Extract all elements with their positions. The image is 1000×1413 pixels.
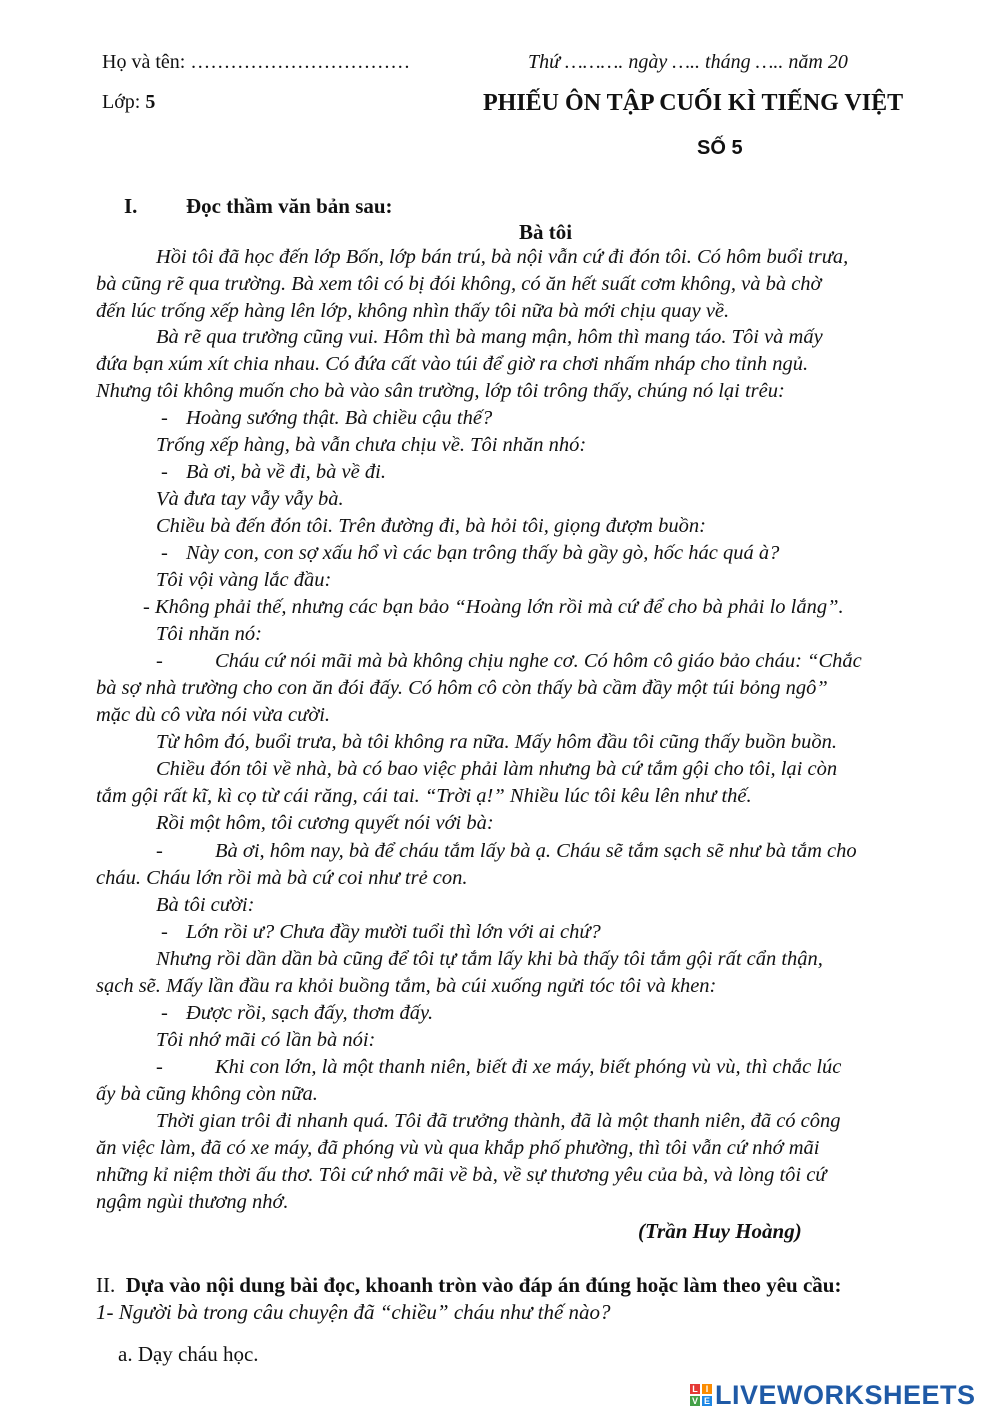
story-line: bà cũng rẽ qua trường. Bà xem tôi có bị đói không, có ăn hết suất cơm không, và bà chờ <box>96 273 822 295</box>
story-line: Hoàng sướng thật. Bà chiều cậu thế? <box>186 407 493 429</box>
date-line: Thứ ………. ngày ….. tháng ….. năm 20 <box>528 51 848 73</box>
liveworksheets-logo-mark <box>690 1384 712 1406</box>
dialogue-dash: - <box>161 542 168 564</box>
story-line: sạch sẽ. Mấy lần đầu ra khỏi buồng tắm, bà cúi xuống ngửi tóc tôi và khen: <box>96 975 717 997</box>
question-1: 1- Người bà trong câu chuyện đã “chiều” cháu như thế nào? <box>96 1300 611 1324</box>
story-line: những kỉ niệm thời ấu thơ. Tôi cứ nhớ mãi về bà, về sự thương yêu của bà, và lòng tôi cứ <box>96 1164 827 1186</box>
story-line: Tôi nhăn nó: <box>156 623 262 645</box>
dialogue-dash: - <box>156 840 163 862</box>
story-line: - Không phải thế, nhưng các bạn bảo “Hoàng lớn rồi mà cứ để cho bà phải lo lắng”. <box>143 596 844 618</box>
section-1-numeral: I. <box>124 194 138 218</box>
section-1-heading: Đọc thầm văn bản sau: <box>186 194 393 218</box>
story-line: đứa bạn xúm xít chia nhau. Có đứa cất vào túi để giờ ra chơi nhấm nháp cho tỉnh ngủ. <box>96 353 809 375</box>
story-line: Rồi một hôm, tôi cương quyết nói với bà: <box>156 812 494 834</box>
story-line: ấy bà cũng không còn nữa. <box>96 1083 318 1105</box>
class-field <box>102 91 155 114</box>
story-line: Từ hôm đó, buổi trưa, bà tôi không ra nữa. Mấy hôm đầu tôi cũng thấy buồn buồn. <box>156 731 837 753</box>
dialogue-dash: - <box>161 921 168 943</box>
story-line: Hồi tôi đã học đến lớp Bốn, lớp bán trú, bà nội vẫn cứ đi đón tôi. Có hôm buổi trưa, <box>156 246 849 268</box>
story-line: Nhưng tôi không muốn cho bà vào sân trường, lớp tôi trông thấy, chúng nó lại trêu: <box>96 380 785 402</box>
story-line: Trống xếp hàng, bà vẫn chưa chịu về. Tôi nhăn nhó: <box>156 434 587 456</box>
story-line: mặc dù cô vừa nói vừa cười. <box>96 704 331 726</box>
story-line: Tôi nhớ mãi có lần bà nói: <box>156 1029 376 1051</box>
story-line: Cháu cứ nói mãi mà bà không chịu nghe cơ. Có hôm cô giáo bảo cháu: “Chắc <box>215 650 862 672</box>
class-value: 5 <box>145 91 156 113</box>
logo-mark-tile: I <box>702 1384 712 1394</box>
dialogue-dash: - <box>156 1056 163 1078</box>
story-line: Lớn rồi ư? Chưa đầy mười tuổi thì lớn với ai chứ? <box>186 921 601 943</box>
story-line: Bà ơi, bà về đi, bà về đi. <box>186 461 386 483</box>
section-2-heading-line <box>96 1273 841 1298</box>
story-line: tắm gội rất kĩ, kì cọ từ cái răng, cái tai. “Trời ạ!” Nhiều lúc tôi kêu lên như thế. <box>96 785 752 807</box>
story-line: Khi con lớn, là một thanh niên, biết đi xe máy, biết phóng vù vù, thì chắc lúc <box>215 1056 842 1078</box>
story-line: Tôi vội vàng lắc đầu: <box>156 569 332 591</box>
story-title: Bà tôi <box>519 220 573 244</box>
dialogue-dash: - <box>161 1002 168 1024</box>
story-author: (Trần Huy Hoàng) <box>638 1219 802 1243</box>
story-line: Và đưa tay vẫy vẫy bà. <box>156 488 344 510</box>
name-field-label: Họ và tên: …………………………… <box>102 51 411 73</box>
story-line: đến lúc trống xếp hàng lên lớp, không nhìn thấy tôi nữa bà mới chịu quay về. <box>96 300 730 322</box>
story-line: Bà tôi cười: <box>156 894 255 916</box>
section-2-numeral: II. <box>96 1273 116 1297</box>
dialogue-dash: - <box>156 650 163 672</box>
liveworksheets-logo <box>690 1378 976 1412</box>
story-line: ăn việc làm, đã có xe máy, đã phóng vù vù qua khắp phố phường, thì tôi vẫn cứ nhớ mãi <box>96 1137 820 1159</box>
story-line: Này con, con sợ xấu hổ vì các bạn trông thấy bà gầy gò, hốc hác quá à? <box>186 542 780 564</box>
story-line: Nhưng rồi dần dần bà cũng để tôi tự tắm lấy khi bà thấy tôi tắm gội rất cẩn thận, <box>156 948 823 970</box>
worksheet-number: SỐ 5 <box>697 137 743 159</box>
story-line: bà sợ nhà trường cho con ăn đói đấy. Có hôm cô còn thấy bà cầm đầy một túi bỏng ngô” <box>96 677 828 699</box>
story-line: Thời gian trôi đi nhanh quá. Tôi đã trưởng thành, đã là một thanh niên, đã có công <box>156 1110 841 1132</box>
logo-mark-tile: E <box>703 1396 710 1406</box>
logo-mark-tile: V <box>691 1396 698 1406</box>
class-label: Lớp: <box>102 91 146 113</box>
logo-mark-tile: L <box>690 1384 700 1394</box>
story-line: cháu. Cháu lớn rồi mà bà cứ coi như trẻ con. <box>96 867 468 889</box>
story-line: Chiều bà đến đón tôi. Trên đường đi, bà hỏi tôi, giọng đượm buồn: <box>156 515 706 537</box>
story-line: Bà ơi, hôm nay, bà để cháu tắm lấy bà ạ. Cháu sẽ tắm sạch sẽ như bà tắm cho <box>215 840 857 862</box>
question-1-option-a[interactable]: a. Dạy cháu học. <box>118 1342 259 1366</box>
story-line: Chiều đón tôi về nhà, bà có bao việc phải làm nhưng bà cứ tắm gội cho tôi, lại còn <box>156 758 838 780</box>
section-2-heading: Dựa vào nội dung bài đọc, khoanh tròn vào đáp án đúng hoặc làm theo yêu cầu: <box>125 1273 842 1297</box>
story-line: Bà rẽ qua trường cũng vui. Hôm thì bà mang mận, hôm thì mang táo. Tôi và mấy <box>156 326 823 348</box>
story-line: Được rồi, sạch đấy, thơm đấy. <box>186 1002 434 1024</box>
liveworksheets-wordmark: LIVEWORKSHEETS <box>715 1379 976 1410</box>
dialogue-dash: - <box>161 407 168 429</box>
dialogue-dash: - <box>161 461 168 483</box>
worksheet-title: PHIẾU ÔN TẬP CUỐI KÌ TIẾNG VIỆT <box>483 90 904 116</box>
story-line: ngậm ngùi thương nhớ. <box>96 1191 289 1213</box>
